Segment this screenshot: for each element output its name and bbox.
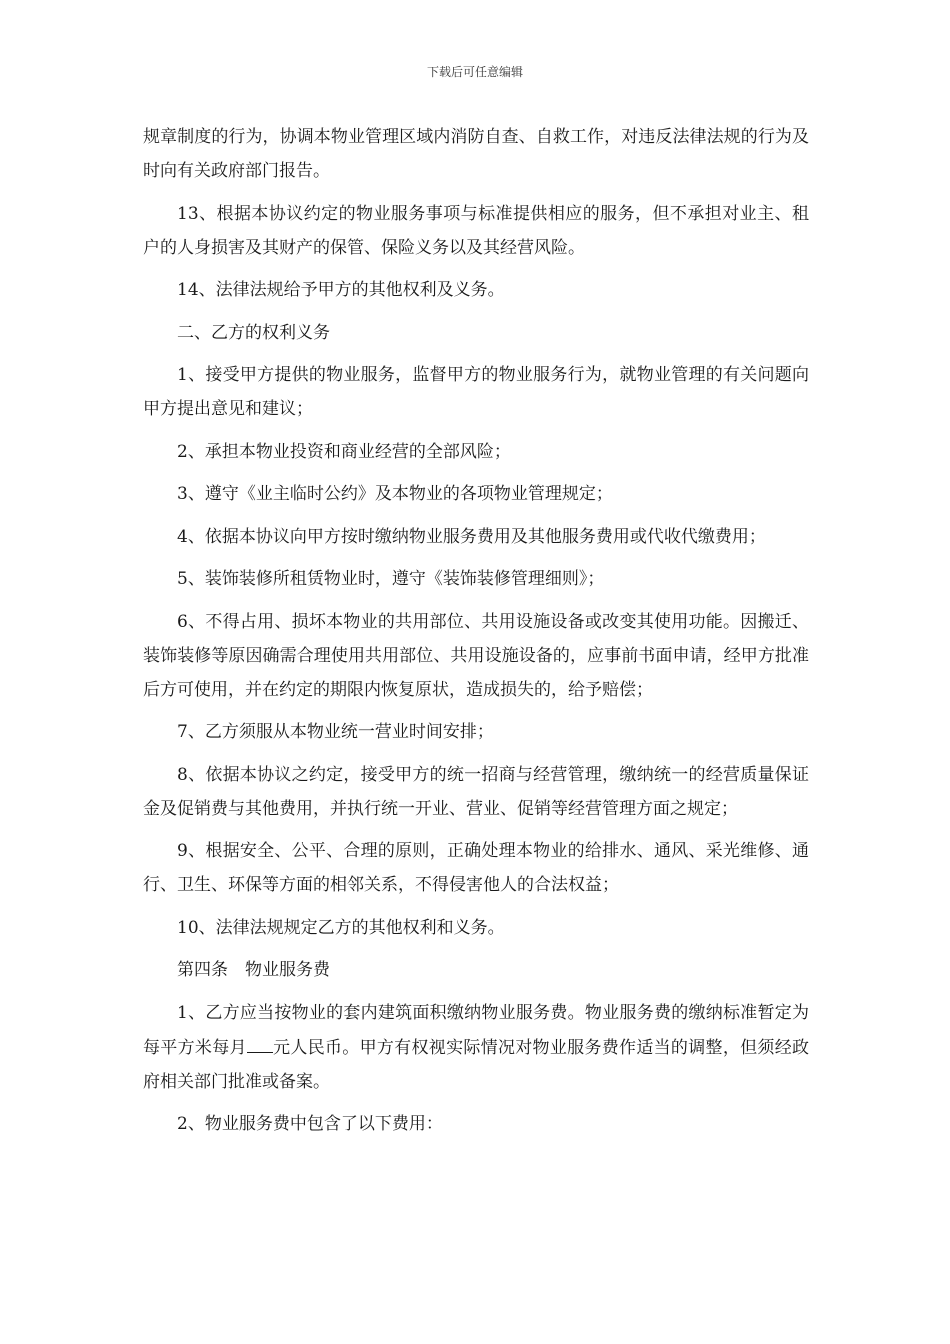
paragraph-11: 8、依据本协议之约定，接受甲方的统一招商与经营管理，缴纳统一的经营质量保证金及促销费与其他费用，并执行统一开业、营业、促销等经营管理方面之规定； bbox=[143, 764, 809, 819]
fee-paragraph bbox=[143, 996, 809, 1099]
fee-text-after: 元人民币。甲方有权视实际情况对物业服务费作适当的调整，但须经政府相关部门批准或备案。 bbox=[143, 1037, 810, 1092]
paragraph-8: 5、装饰装修所租赁物业时，遵守《装饰装修管理细则》； bbox=[177, 569, 605, 589]
fee-amount-blank bbox=[247, 1030, 273, 1053]
paragraph-1: 13、根据本协议约定的物业服务事项与标准提供相应的服务，但不承担对业主、租户的人身损害及其财产的保管、保险义务以及其经营风险。 bbox=[143, 203, 809, 258]
page-header-note: 下载后可任意编辑 bbox=[426, 65, 523, 79]
section-heading-party-b: 二、乙方的权利义务 bbox=[177, 322, 330, 343]
paragraph-5: 2、承担本物业投资和商业经营的全部风险； bbox=[177, 441, 511, 462]
paragraph-0: 规章制度的行为，协调本物业管理区域内消防自查、自救工作，对违反法律法规的行为及时向有关政府部门报告。 bbox=[143, 127, 809, 181]
paragraph-13: 10、法律法规规定乙方的其他权利和义务。 bbox=[177, 917, 505, 938]
paragraph-7: 4、依据本协议向甲方按时缴纳物业服务费用及其他服务费用或代收代缴费用； bbox=[177, 526, 766, 547]
paragraph-4: 1、接受甲方提供的物业服务，监督甲方的物业服务行为，就物业管理的有关问题向甲方提出意见和建议； bbox=[143, 365, 809, 419]
paragraph-12: 9、根据安全、公平、合理的原则，正确处理本物业的给排水、通风、采光维修、通行、卫生、环保等方面的相邻关系，不得侵害他人的合法权益； bbox=[143, 841, 809, 895]
article-heading-service-fee: 第四条 物业服务费 bbox=[177, 960, 330, 980]
paragraph-2: 14、法律法规给予甲方的其他权利及义务。 bbox=[177, 280, 505, 300]
paragraph-9: 6、不得占用、损坏本物业的共用部位、共用设施设备或改变其使用功能。因搬迁、装饰装修等原因确需合理使用共用部位、共用设施设备的，应事前书面申请，经甲方批准后方可使用，并在约定的期限内恢复原状，造成损失的，给予赔偿； bbox=[143, 611, 809, 700]
fee-text-before: 1、乙方应当按物业的套内建筑面积缴纳物业服务费。物业服务费的缴纳标准暂定为每平方米每月 bbox=[143, 1002, 809, 1058]
paragraph-6: 3、遵守《业主临时公约》及本物业的各项物业管理规定； bbox=[177, 484, 613, 504]
document-body bbox=[143, 120, 809, 1150]
paragraph-fee-includes: 2、物业服务费中包含了以下费用： bbox=[177, 1114, 443, 1134]
paragraph-10: 7、乙方须服从本物业统一营业时间安排； bbox=[177, 722, 494, 742]
